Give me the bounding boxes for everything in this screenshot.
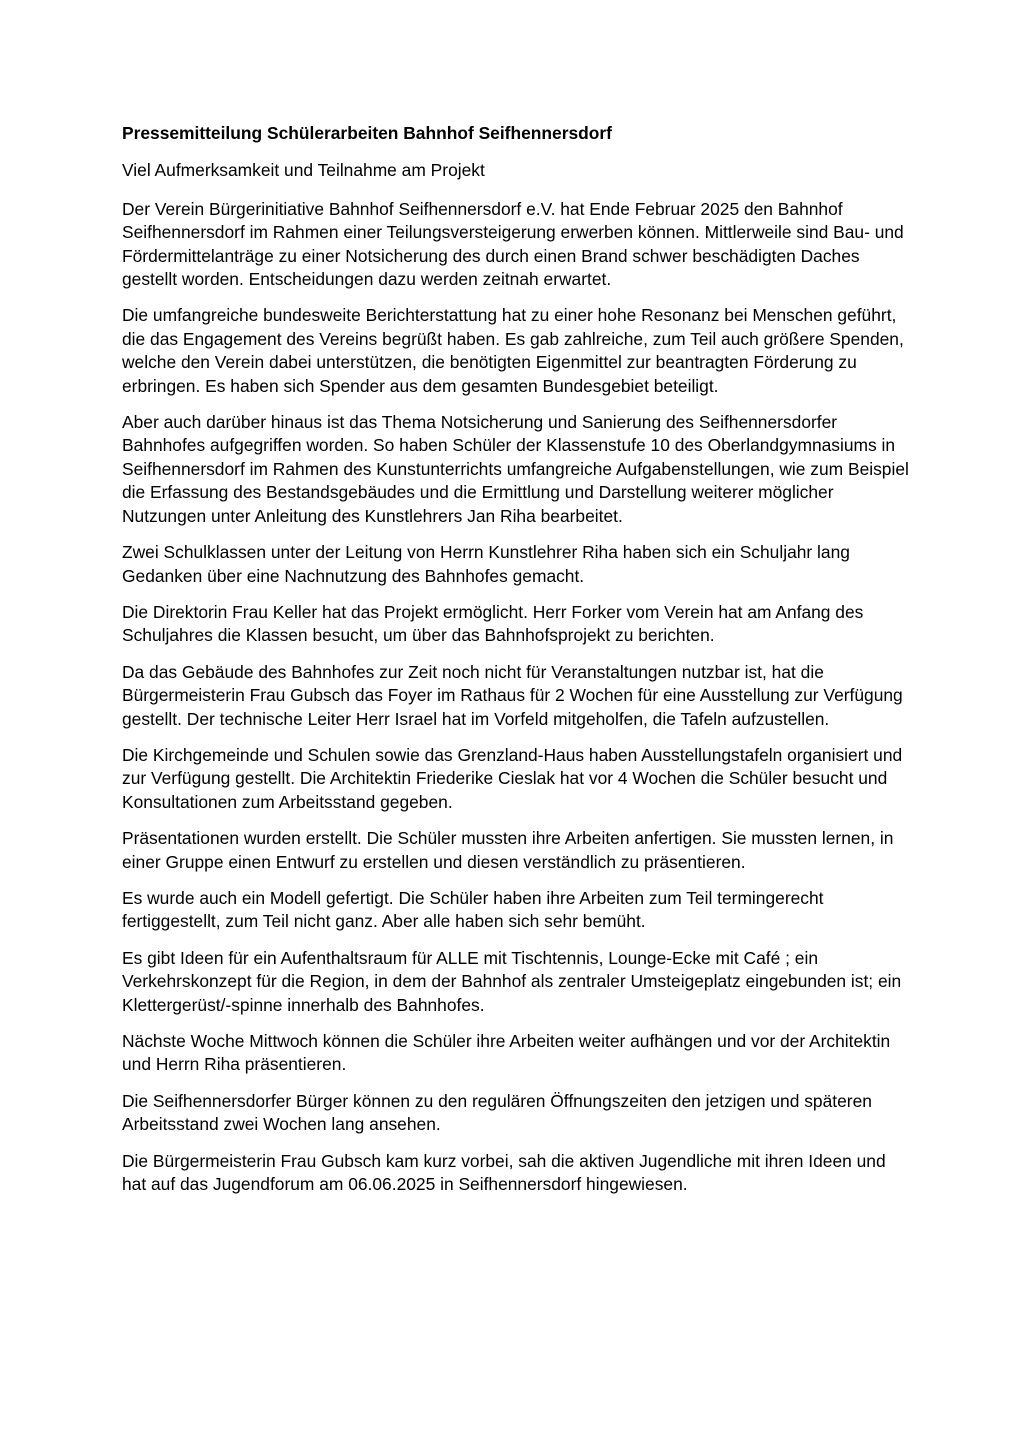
- document-body: [122, 122, 912, 1209]
- paragraph-director: Die Direktorin Frau Keller hat das Projekt ermöglicht. Herr Forker vom Verein hat am Anfang des Schuljahres die Klassen besucht, um über das Bahnhofsprojekt zu berichten.: [122, 601, 864, 646]
- paragraph-ideas: Es gibt Ideen für ein Aufenthaltsraum für ALLE mit Tischtennis, Lounge-Ecke mit Café ; ein Verkehrskonzept für die Region, in dem der Bahnhof als zentraler Umsteigeplatz eingebunden ist; ein Klettergerüst/-spinne innerhalb des Bahnhofes.: [122, 947, 902, 1015]
- paragraph-model: Es wurde auch ein Modell gefertigt. Die Schüler haben ihre Arbeiten zum Teil termingerecht fertiggestellt, zum Teil nicht ganz. Aber alle haben sich sehr bemüht.: [122, 887, 824, 932]
- paragraph-school-project: Aber auch darüber hinaus ist das Thema Notsicherung und Sanierung des Seifhennersdorfer Bahnhofes aufgegriffen worden. So haben Schüler der Klassenstufe 10 des Oberlandgymnasiums in Seifhennersdorf im Rahmen des Kunstunterrichts umfangreiche Aufgabenstellungen, wie zum Beispiel die Erfassung des Bestandsgebäudes und die Ermittlung und Darstellung weiterer möglicher Nutzungen unter Anleitung des Kunstlehrers Jan Riha bearbeitet.: [122, 412, 909, 526]
- document-subtitle: Viel Aufmerksamkeit und Teilnahme am Projekt: [122, 160, 485, 181]
- paragraph-presentations: Präsentationen wurden erstellt. Die Schüler mussten ihre Arbeiten anfertigen. Sie mussten lernen, in einer Gruppe einen Entwurf zu erstellen und diesen verständlich zu präsentieren.: [122, 828, 894, 872]
- paragraph-classes: Zwei Schulklassen unter der Leitung von Herrn Kunstlehrer Riha haben sich ein Schuljahr lang Gedanken über eine Nachnutzung des Bahnhofes gemacht.: [122, 542, 850, 586]
- paragraph-purchase: Der Verein Bürgerinitiative Bahnhof Seifhennersdorf e.V. hat Ende Februar 2025 den Bahnhof Seifhennersdorf im Rahmen einer Teilungsversteigerung erwerben können. Mittlerweile sind Bau- und Fördermittelanträge zu einer Notsicherung des durch einen Brand schwer beschädigten Daches gestellt worden. Entscheidungen dazu werden zeitnah erwartet.: [122, 198, 904, 290]
- paragraph-exhibition: Da das Gebäude des Bahnhofes zur Zeit noch nicht für Veranstaltungen nutzbar ist, hat die Bürgermeisterin Frau Gubsch das Foyer im Rathaus für 2 Wochen für eine Ausstellung zur Verfügung gestellt. Der technische Leiter Herr Israel hat im Vorfeld mitgeholfen, die Tafeln aufzustellen.: [122, 661, 903, 729]
- paragraph-boards: Die Kirchgemeinde und Schulen sowie das Grenzland-Haus haben Ausstellungstafeln organisiert und zur Verfügung gestellt. Die Architektin Friederike Cieslak hat vor 4 Wochen die Schüler besucht und Konsultationen zum Arbeitsstand gegeben.: [122, 744, 903, 812]
- paragraph-donations: Die umfangreiche bundesweite Berichterstattung hat zu einer hohe Resonanz bei Menschen geführt, die das Engagement des Vereins begrüßt haben. Es gab zahlreiche, zum Teil auch größere Spenden, welche den Verein dabei unterstützen, die benötigten Eigenmittel zur beantragten Förderung zu erbringen. Es haben sich Spender aus dem gesamten Bundesgebiet beteiligt.: [122, 305, 904, 396]
- document-title: Pressemitteilung Schülerarbeiten Bahnhof Seifhennersdorf: [122, 123, 612, 143]
- paragraph-mayor-visit: Die Bürgermeisterin Frau Gubsch kam kurz vorbei, sah die aktiven Jugendliche mit ihren Ideen und hat auf das Jugendforum am 06.06.2025 in Seifhennersdorf hingewiesen.: [122, 1150, 886, 1195]
- paragraph-next-week: Nächste Woche Mittwoch können die Schüler ihre Arbeiten weiter aufhängen und vor der Architektin und Herrn Riha präsentieren.: [122, 1031, 891, 1075]
- paragraph-opening-hours: Die Seifhennersdorfer Bürger können zu den regulären Öffnungszeiten den jetzigen und späteren Arbeitsstand zwei Wochen lang ansehen.: [122, 1090, 872, 1135]
